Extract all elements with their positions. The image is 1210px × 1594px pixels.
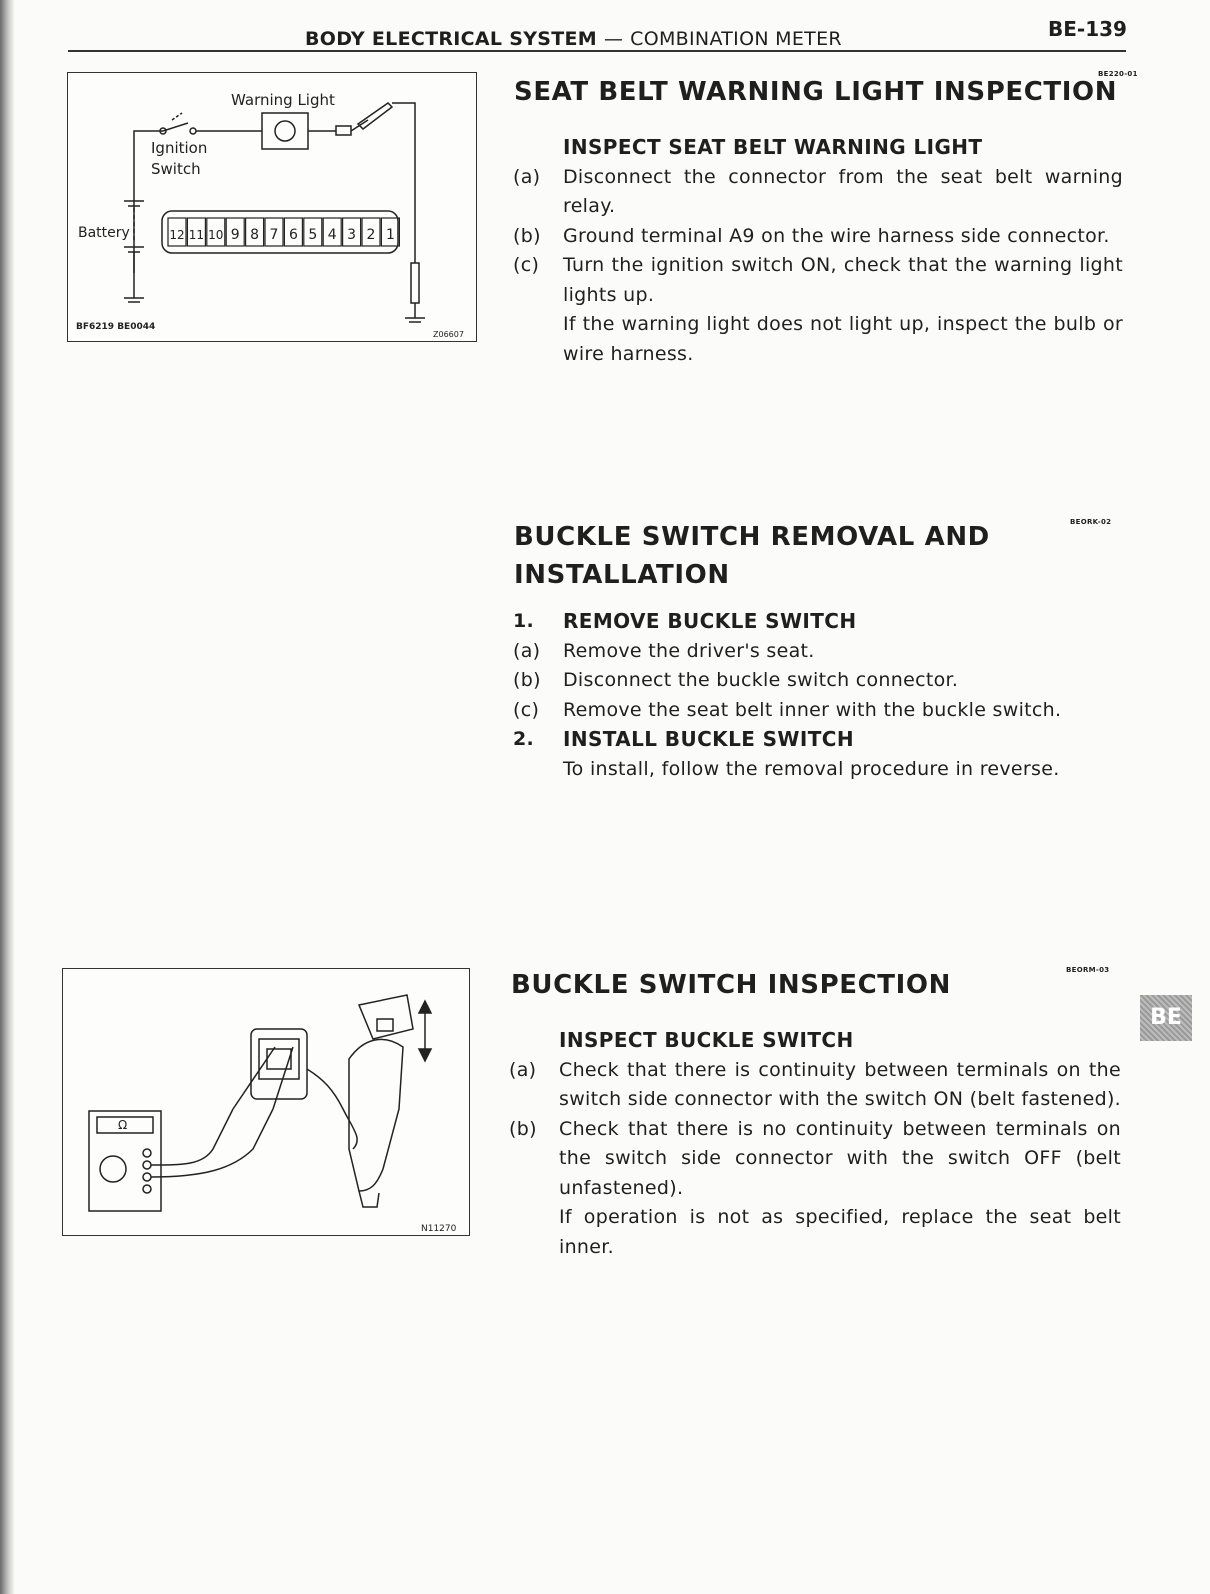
- section-code: BEORK-02: [1070, 518, 1112, 526]
- terminal-number: 5: [308, 227, 318, 243]
- terminal-number: 10: [208, 228, 224, 242]
- step-label: [513, 310, 563, 369]
- section-body: [513, 607, 1123, 784]
- step-item: [509, 1056, 1121, 1115]
- terminal-number: 2: [366, 227, 376, 243]
- section-title-line: INSTALLATION: [514, 560, 730, 590]
- step-text: To install, follow the removal procedure in reverse.: [563, 757, 1060, 780]
- step-text: Ground terminal A9 on the wire harness side connector.: [563, 224, 1110, 247]
- step-text: If operation is not as specified, replace the seat belt inner.: [559, 1206, 1121, 1258]
- step-text: Check that there is continuity between terminals on the switch side connector with the switch ON (belt fastened).: [559, 1058, 1121, 1110]
- step-label: (a): [509, 1058, 537, 1081]
- header-rule: [68, 50, 1126, 52]
- wiring-diagram: [68, 73, 476, 341]
- step-item: [509, 1115, 1121, 1204]
- step-item: [513, 725, 1123, 755]
- step-item: [513, 251, 1123, 310]
- chapter-tab-be[interactable]: BE: [1140, 995, 1192, 1041]
- section-title: BUCKLE SWITCH INSPECTION: [511, 970, 951, 1000]
- step-label: (a): [513, 639, 541, 662]
- step-text: REMOVE BUCKLE SWITCH: [563, 609, 857, 633]
- step-text: Remove the seat belt inner with the buckle switch.: [563, 698, 1062, 721]
- step-text: Remove the driver's seat.: [563, 639, 815, 662]
- figure-ref-right: Z06607: [433, 330, 464, 339]
- warning-light-label: Warning Light: [231, 91, 335, 109]
- section-code: BEORM-03: [1066, 966, 1110, 974]
- terminal-number: 7: [269, 227, 279, 243]
- wiring-diagram-figure: [67, 72, 477, 342]
- step-label: [509, 1203, 559, 1262]
- step-item: [513, 666, 1123, 696]
- step-label: (a): [513, 165, 541, 188]
- ignition-label: Ignition: [151, 139, 208, 157]
- step-label: 1.: [513, 610, 535, 632]
- terminal-number: 11: [188, 228, 205, 242]
- step-item: [513, 696, 1123, 726]
- step-text: INSTALL BUCKLE SWITCH: [563, 727, 854, 751]
- terminal-number: 4: [327, 227, 337, 243]
- step-text: Check that there is no continuity between terminals on the switch side connector with the switch OFF (belt unfastened).: [559, 1117, 1121, 1199]
- step-text: Disconnect the buckle switch connector.: [563, 669, 959, 691]
- section-title: [514, 518, 990, 594]
- step-label: (c): [513, 254, 540, 276]
- section-code: BE220-01: [1098, 70, 1138, 78]
- step-item: [513, 163, 1123, 222]
- figure-ref-left: BF6219 BE0044: [76, 322, 156, 332]
- running-header: [305, 28, 842, 50]
- step-label: (c): [513, 698, 540, 721]
- subsection-title: INSPECT BUCKLE SWITCH: [559, 1028, 854, 1052]
- buckle-switch-test-diagram: [63, 969, 469, 1235]
- ohm-symbol: Ω: [118, 1118, 128, 1132]
- terminal-number: 1: [385, 227, 395, 243]
- figure-ref: N11270: [421, 1224, 457, 1234]
- terminal-number: 12: [169, 228, 185, 242]
- step-item: [509, 1203, 1121, 1262]
- battery-label: Battery: [78, 225, 130, 241]
- header-separator: —: [603, 28, 624, 50]
- header-section: BODY ELECTRICAL SYSTEM: [305, 28, 598, 50]
- subsection-title: INSPECT SEAT BELT WARNING LIGHT: [563, 135, 983, 159]
- step-label: [513, 755, 563, 785]
- section-title: SEAT BELT WARNING LIGHT INSPECTION: [514, 77, 1118, 107]
- step-text: Disconnect the connector from the seat belt warning relay.: [563, 165, 1123, 217]
- terminal-number: 8: [250, 227, 260, 243]
- step-item: [513, 637, 1123, 667]
- terminal-number: 3: [347, 227, 357, 243]
- buckle-switch-test-figure: [62, 968, 470, 1236]
- switch-label: Switch: [151, 160, 201, 178]
- scan-edge-shadow: [0, 0, 14, 1594]
- step-text: Turn the ignition switch ON, check that the warning light lights up.: [563, 254, 1123, 306]
- section-title-line: BUCKLE SWITCH REMOVAL AND: [514, 522, 990, 552]
- terminal-number: 9: [230, 227, 240, 243]
- step-item: [513, 607, 1123, 637]
- step-text: If the warning light does not light up, inspect the bulb or wire harness.: [563, 313, 1123, 365]
- step-item: [513, 310, 1123, 369]
- step-item: [513, 755, 1123, 785]
- step-item: [513, 222, 1123, 252]
- header-subsection: COMBINATION METER: [630, 28, 842, 50]
- step-label: (b): [513, 224, 541, 247]
- step-label: (b): [509, 1117, 537, 1140]
- step-label: (b): [513, 669, 541, 691]
- section-body: [513, 133, 1123, 369]
- terminal-number: 6: [288, 227, 298, 243]
- section-body: [509, 1026, 1121, 1262]
- step-label: 2.: [513, 728, 535, 750]
- page-number: BE-139: [1048, 17, 1127, 41]
